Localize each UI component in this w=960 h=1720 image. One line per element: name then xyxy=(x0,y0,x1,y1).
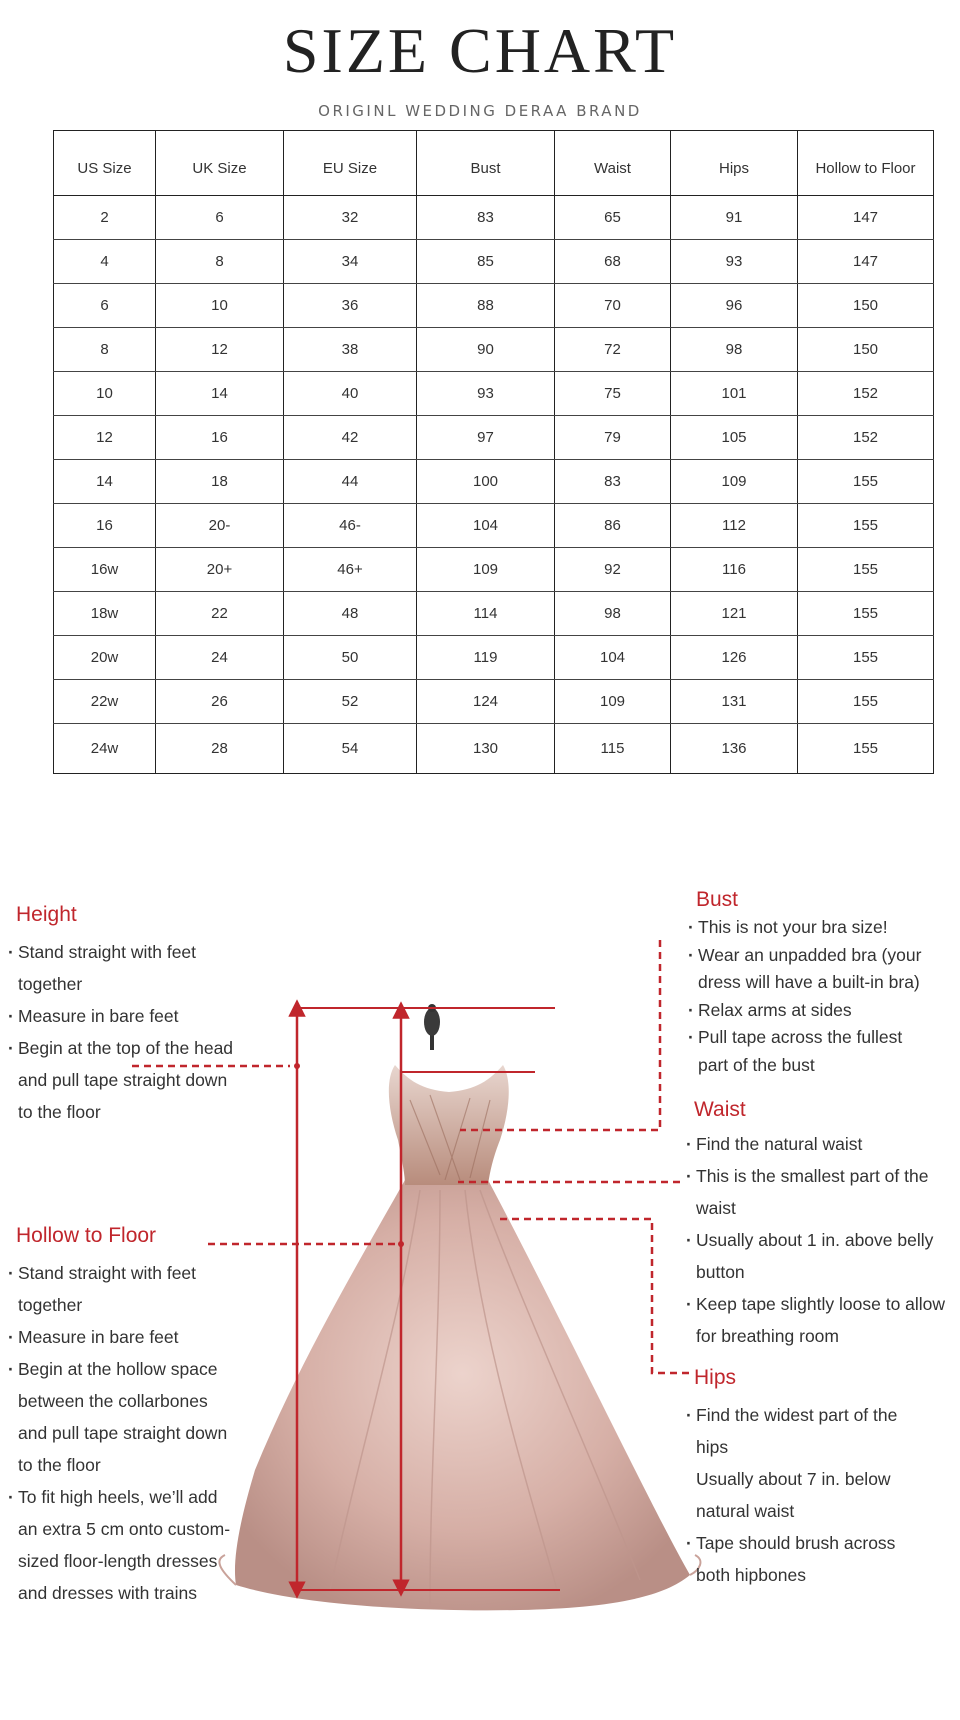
brand-subtitle: ORIGINL WEDDING DERAA BRAND xyxy=(318,102,642,120)
table-cell: 75 xyxy=(555,372,671,416)
instruction-line: · This is the smallest part of the xyxy=(686,1160,958,1192)
table-cell: 90 xyxy=(417,328,555,372)
table-cell: 100 xyxy=(417,460,555,504)
instruction-line: · Wear an unpadded bra (your xyxy=(688,942,958,970)
table-cell: 32 xyxy=(284,196,417,240)
instruction-line: · Relax arms at sides xyxy=(688,997,958,1025)
table-cell: 83 xyxy=(417,196,555,240)
instruction-line: both hipbones xyxy=(696,1565,806,1585)
table-cell: 109 xyxy=(555,680,671,724)
hollow-to-floor-heading: Hollow to Floor xyxy=(16,1224,157,1247)
table-cell: 86 xyxy=(555,504,671,548)
table-cell: 20- xyxy=(156,504,284,548)
instruction-line: · To fit high heels, we’ll add xyxy=(8,1481,248,1513)
instruction-line: natural waist xyxy=(696,1501,795,1521)
table-cell: 6 xyxy=(54,284,156,328)
instruction-line: button xyxy=(696,1262,745,1282)
instruction-line: · Pull tape across the fullest xyxy=(688,1024,958,1052)
instruction-line: · Stand straight with feet xyxy=(8,936,248,968)
table-cell: 109 xyxy=(417,548,555,592)
table-cell: 18w xyxy=(54,592,156,636)
table-cell: 93 xyxy=(417,372,555,416)
table-cell: 4 xyxy=(54,240,156,284)
table-cell: 16w xyxy=(54,548,156,592)
table-cell: 150 xyxy=(798,284,934,328)
table-cell: 28 xyxy=(156,724,284,774)
instruction-line: to the floor xyxy=(18,1102,101,1122)
table-cell: 131 xyxy=(671,680,798,724)
table-cell: 46- xyxy=(284,504,417,548)
mannequin-icon xyxy=(424,1004,440,1050)
table-cell: 70 xyxy=(555,284,671,328)
instruction-line: part of the bust xyxy=(698,1054,815,1075)
table-cell: 83 xyxy=(555,460,671,504)
table-cell: 14 xyxy=(156,372,284,416)
table-cell: 98 xyxy=(671,328,798,372)
instruction-line: · Begin at the top of the head xyxy=(8,1032,248,1064)
height-instructions xyxy=(8,936,248,1128)
table-cell: 109 xyxy=(671,460,798,504)
instruction-line: and pull tape straight down xyxy=(18,1070,228,1090)
table-cell: 147 xyxy=(798,196,934,240)
instruction-line: Usually about 7 in. below xyxy=(696,1469,891,1489)
table-cell: 6 xyxy=(156,196,284,240)
table-cell: 36 xyxy=(284,284,417,328)
table-cell: 116 xyxy=(671,548,798,592)
table-cell: 40 xyxy=(284,372,417,416)
table-cell: 112 xyxy=(671,504,798,548)
table-cell: 130 xyxy=(417,724,555,774)
instruction-line: for breathing room xyxy=(696,1326,839,1346)
waist-heading: Waist xyxy=(694,1098,746,1121)
table-cell: 121 xyxy=(671,592,798,636)
instruction-line: · Usually about 1 in. above belly xyxy=(686,1224,958,1256)
table-cell: 52 xyxy=(284,680,417,724)
column-header: UK Size xyxy=(156,131,284,196)
table-cell: 65 xyxy=(555,196,671,240)
bust-heading: Bust xyxy=(696,888,739,911)
table-cell: 20+ xyxy=(156,548,284,592)
instruction-line: · Find the natural waist xyxy=(686,1128,958,1160)
table-cell: 16 xyxy=(54,504,156,548)
column-header: EU Size xyxy=(284,131,417,196)
table-cell: 72 xyxy=(555,328,671,372)
instruction-line: · Tape should brush across xyxy=(686,1527,958,1559)
table-cell: 104 xyxy=(555,636,671,680)
table-cell: 10 xyxy=(156,284,284,328)
instruction-line: · Stand straight with feet xyxy=(8,1257,248,1289)
table-cell: 92 xyxy=(555,548,671,592)
table-cell: 68 xyxy=(555,240,671,284)
table-cell: 114 xyxy=(417,592,555,636)
column-header: Hollow to Floor xyxy=(798,131,934,196)
size-chart-title: SIZE CHART xyxy=(282,15,678,86)
table-cell: 104 xyxy=(417,504,555,548)
waist-instructions xyxy=(686,1128,958,1352)
column-header: Bust xyxy=(417,131,555,196)
instruction-line: waist xyxy=(696,1198,736,1218)
table-cell: 16 xyxy=(156,416,284,460)
table-cell: 24 xyxy=(156,636,284,680)
column-header: Hips xyxy=(671,131,798,196)
table-cell: 20w xyxy=(54,636,156,680)
table-cell: 10 xyxy=(54,372,156,416)
table-cell: 46+ xyxy=(284,548,417,592)
instruction-line: · Measure in bare feet xyxy=(8,1000,248,1032)
table-cell: 124 xyxy=(417,680,555,724)
instruction-line: and dresses with trains xyxy=(18,1583,197,1603)
table-cell: 155 xyxy=(798,504,934,548)
table-cell: 152 xyxy=(798,372,934,416)
table-cell: 98 xyxy=(555,592,671,636)
table-cell: 26 xyxy=(156,680,284,724)
table-cell: 85 xyxy=(417,240,555,284)
table-cell: 50 xyxy=(284,636,417,680)
table-cell: 155 xyxy=(798,592,934,636)
table-cell: 88 xyxy=(417,284,555,328)
table-cell: 38 xyxy=(284,328,417,372)
table-cell: 152 xyxy=(798,416,934,460)
table-cell: 91 xyxy=(671,196,798,240)
hollow-to-floor-instructions xyxy=(8,1257,248,1609)
instruction-line: dress will have a built-in bra) xyxy=(698,972,920,992)
instruction-line: · Begin at the hollow space xyxy=(8,1353,248,1385)
column-header: US Size xyxy=(54,131,156,196)
table-cell: 22 xyxy=(156,592,284,636)
table-cell: 147 xyxy=(798,240,934,284)
table-cell: 155 xyxy=(798,460,934,504)
table-cell: 79 xyxy=(555,416,671,460)
table-cell: 22w xyxy=(54,680,156,724)
table-cell: 12 xyxy=(54,416,156,460)
instruction-line: together xyxy=(18,1295,83,1315)
table-cell: 155 xyxy=(798,680,934,724)
table-cell: 44 xyxy=(284,460,417,504)
instruction-line: · Find the widest part of the xyxy=(686,1399,958,1431)
table-cell: 119 xyxy=(417,636,555,680)
table-cell: 155 xyxy=(798,724,934,774)
instruction-line: sized floor-length dresses xyxy=(18,1551,218,1571)
table-cell: 136 xyxy=(671,724,798,774)
table-cell: 8 xyxy=(156,240,284,284)
table-cell: 2 xyxy=(54,196,156,240)
instruction-line: between the collarbones xyxy=(18,1391,208,1411)
instruction-line: and pull tape straight down xyxy=(18,1423,228,1443)
table-cell: 48 xyxy=(284,592,417,636)
column-header: Waist xyxy=(555,131,671,196)
height-heading: Height xyxy=(16,903,77,926)
bust-instructions xyxy=(688,914,958,1079)
table-cell: 155 xyxy=(798,548,934,592)
table-cell: 101 xyxy=(671,372,798,416)
instruction-line: hips xyxy=(696,1437,729,1457)
instruction-line: · Measure in bare feet xyxy=(8,1321,248,1353)
table-cell: 96 xyxy=(671,284,798,328)
table-cell: 105 xyxy=(671,416,798,460)
instruction-line: to the floor xyxy=(18,1455,101,1475)
table-cell: 34 xyxy=(284,240,417,284)
table-cell: 126 xyxy=(671,636,798,680)
instruction-line: · This is not your bra size! xyxy=(688,914,958,942)
hips-instructions xyxy=(686,1399,958,1591)
table-cell: 93 xyxy=(671,240,798,284)
table-cell: 54 xyxy=(284,724,417,774)
table-cell: 18 xyxy=(156,460,284,504)
table-cell: 12 xyxy=(156,328,284,372)
hips-heading: Hips xyxy=(694,1366,737,1389)
instruction-line: · Keep tape slightly loose to allow xyxy=(686,1288,958,1320)
table-cell: 115 xyxy=(555,724,671,774)
instruction-line: together xyxy=(18,974,83,994)
table-cell: 155 xyxy=(798,636,934,680)
table-cell: 24w xyxy=(54,724,156,774)
table-cell: 97 xyxy=(417,416,555,460)
table-cell: 42 xyxy=(284,416,417,460)
table-cell: 150 xyxy=(798,328,934,372)
table-cell: 14 xyxy=(54,460,156,504)
instruction-line: an extra 5 cm onto custom- xyxy=(18,1519,231,1539)
table-cell: 8 xyxy=(54,328,156,372)
dress-skirt xyxy=(235,1180,690,1610)
